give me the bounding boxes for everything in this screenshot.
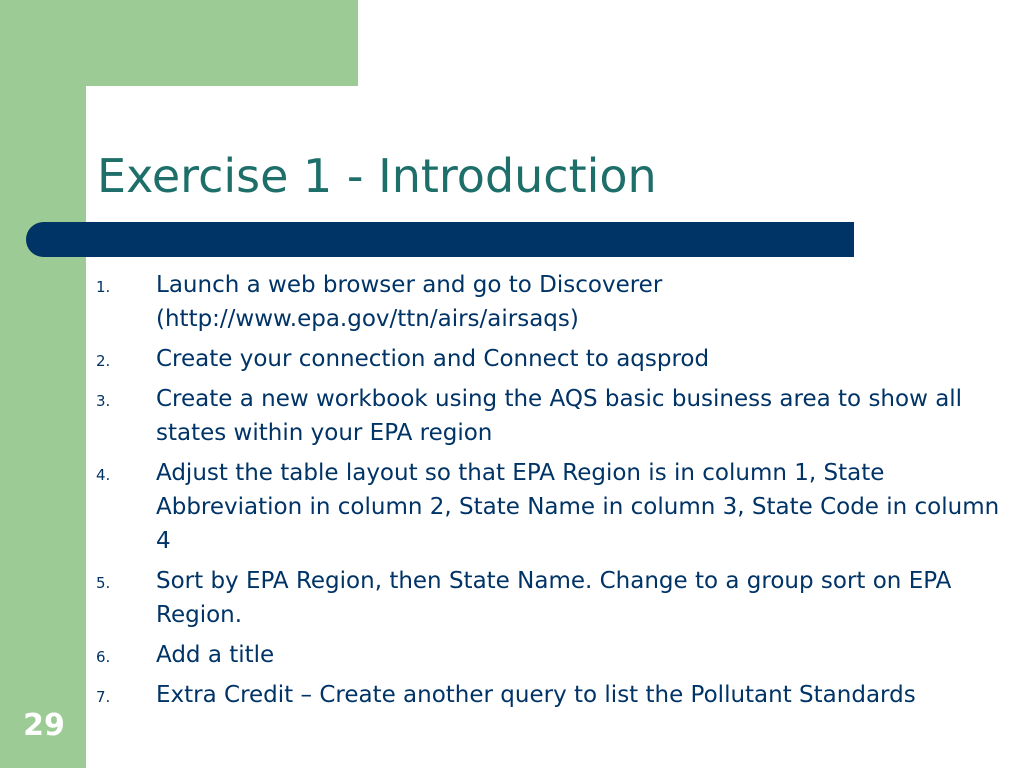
list-item <box>96 678 1006 712</box>
step-text: Create a new workbook using the AQS basic business area to show all states within your EPA region <box>156 386 963 446</box>
page-number: 29 <box>23 708 65 743</box>
step-text: Add a title <box>156 642 275 668</box>
step-number: 4. <box>96 466 111 484</box>
list-item <box>96 638 1006 672</box>
title-divider-bar <box>26 222 854 257</box>
list-item <box>96 456 1006 558</box>
step-number: 5. <box>96 574 111 592</box>
green-frame-left <box>0 0 86 768</box>
list-item <box>96 268 1006 336</box>
step-number: 6. <box>96 648 111 666</box>
step-number: 7. <box>96 688 111 706</box>
step-text: Extra Credit – Create another query to list the Pollutant Standards <box>156 682 916 708</box>
step-number: 3. <box>96 392 111 410</box>
step-number: 2. <box>96 352 111 370</box>
list-item <box>96 342 1006 376</box>
step-text: Launch a web browser and go to Discoverer (http://www.epa.gov/ttn/airs/airsaqs) <box>156 272 663 332</box>
step-number: 1. <box>96 278 111 296</box>
step-text: Sort by EPA Region, then State Name. Change to a group sort on EPA Region. <box>156 568 952 628</box>
step-text: Create your connection and Connect to aqsprod <box>156 346 710 372</box>
green-frame-top <box>0 0 358 86</box>
step-text: Adjust the table layout so that EPA Region is in column 1, State Abbreviation in column 2, State Name in column 3, State Code in column 4 <box>156 460 1000 554</box>
steps-list <box>96 268 1006 718</box>
frame-corner-curve <box>86 86 146 146</box>
list-item <box>96 382 1006 450</box>
slide-title: Exercise 1 - Introduction <box>97 149 657 203</box>
list-item <box>96 564 1006 632</box>
